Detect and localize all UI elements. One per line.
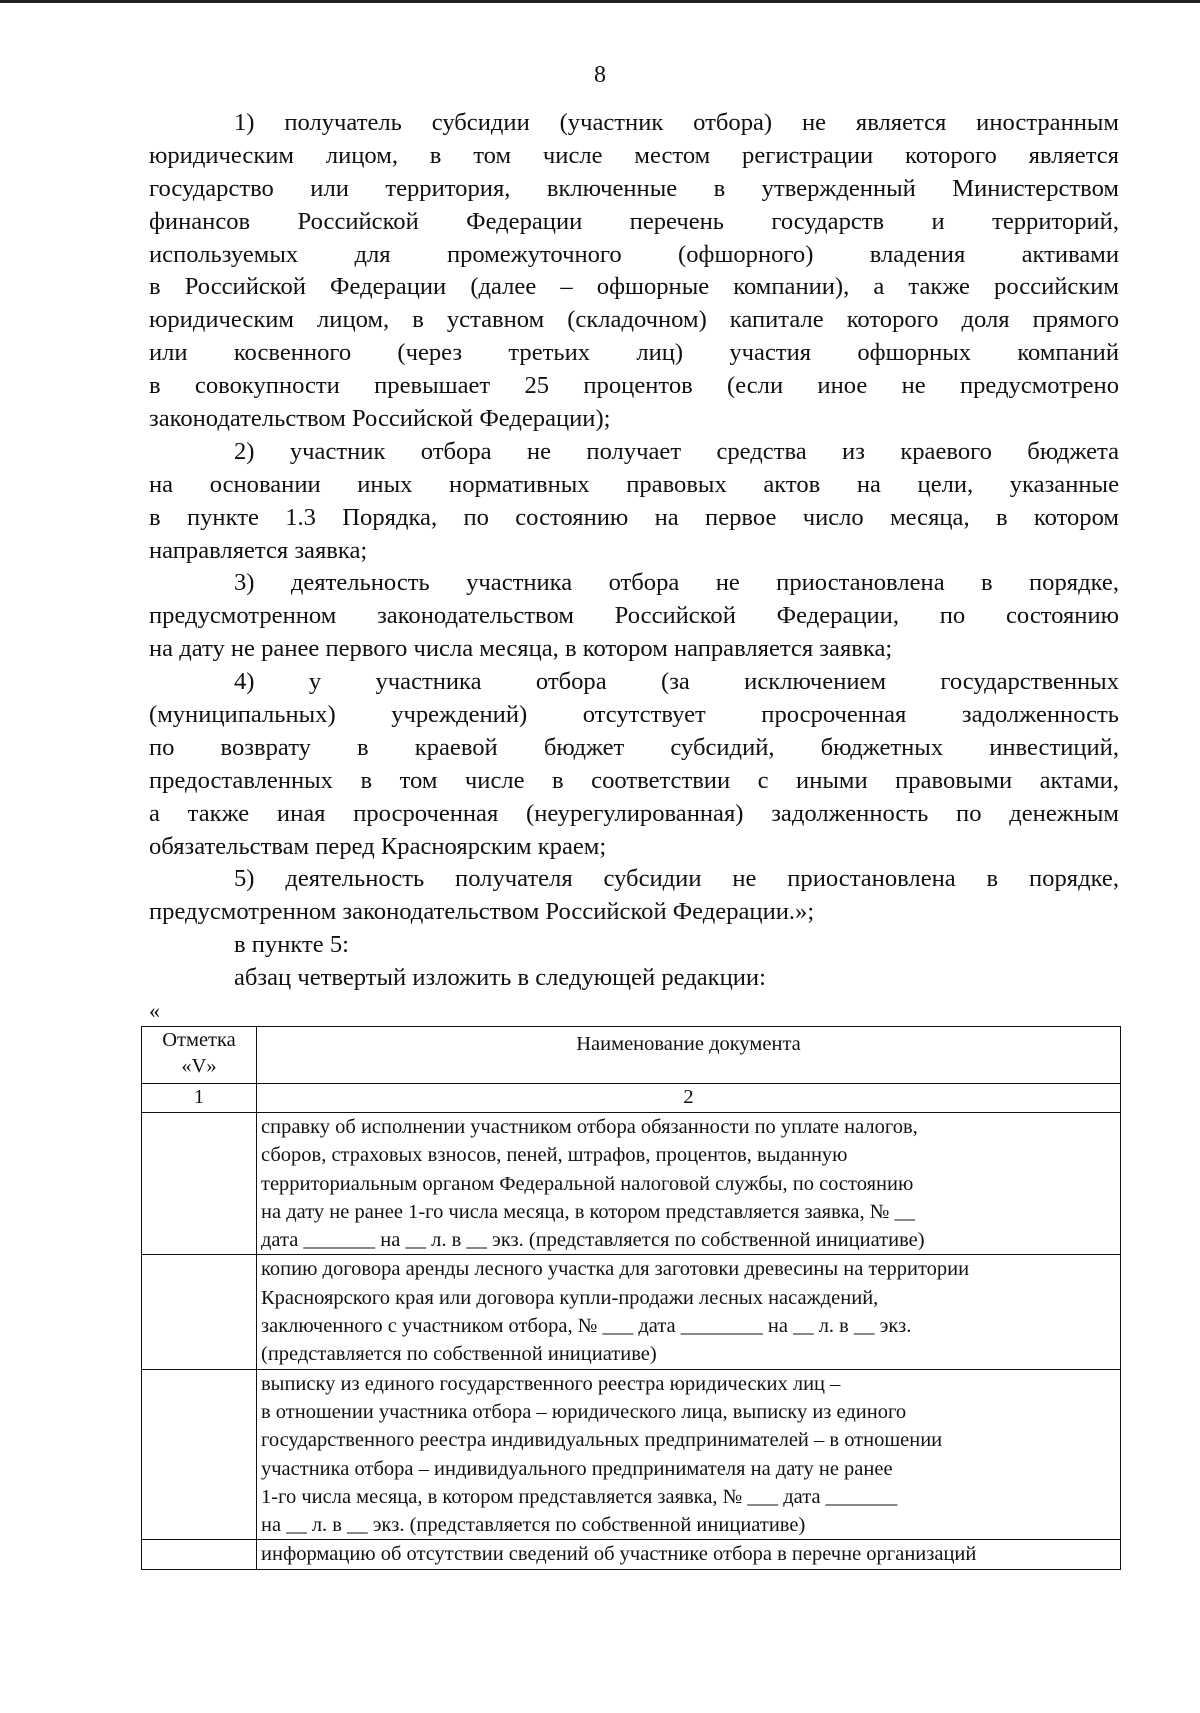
document-line: (представляется по собственной инициативе) <box>261 1343 657 1366</box>
body-text <box>149 107 1119 995</box>
document-cell <box>257 1540 1121 1569</box>
document-cell <box>257 1113 1121 1255</box>
table-row <box>142 1255 1121 1369</box>
document-line: Красноярского края или договора купли-продажи лесных насаждений, <box>261 1286 879 1309</box>
text-line: в пункте 5: <box>234 931 349 959</box>
document-line: сборов, страховых взносов, пеней, штрафов, процентов, выданную <box>261 1144 848 1167</box>
mark-cell[interactable] <box>142 1369 257 1540</box>
text-line: 5) деятельность получателя субсидии не приостановлена в порядке, <box>234 865 1119 893</box>
header-document-name: Наименование документа <box>257 1027 1121 1084</box>
text-line: абзац четвертый изложить в следующей редакции: <box>234 964 766 992</box>
document-line: территориальным органом Федеральной налоговой службы, по состоянию <box>261 1172 914 1195</box>
mark-cell[interactable] <box>142 1540 257 1569</box>
column-number-1: 1 <box>142 1084 257 1113</box>
text-line: предоставленных в том числе в соответствии с иными правовыми актами, <box>149 766 1119 794</box>
quote-open-mark: « <box>149 998 160 1023</box>
page-number: 8 <box>594 62 606 88</box>
document-line: информацию об отсутствии сведений об участнике отбора в перечне организаций <box>261 1543 977 1566</box>
documents-table <box>141 1026 1121 1570</box>
text-line: в Российской Федерации (далее – офшорные компании), а также российским <box>149 273 1119 301</box>
text-line: направляется заявка; <box>149 536 368 564</box>
text-line: или косвенного (через третьих лиц) участия офшорных компаний <box>149 339 1119 367</box>
text-line: предусмотренном законодательством Российской Федерации, по состоянию <box>149 602 1119 630</box>
document-line: копию договора аренды лесного участка для заготовки древесины на территории <box>261 1258 970 1281</box>
text-line: государство или территория, включенные в утвержденный Министерством <box>149 174 1119 202</box>
text-line: 3) деятельность участника отбора не приостановлена в порядке, <box>234 569 1119 597</box>
document-line: на __ л. в __ экз. (представляется по собственной инициативе) <box>261 1514 806 1537</box>
document-line: государственного реестра индивидуальных предпринимателей – в отношении <box>261 1429 943 1452</box>
text-line: в пункте 1.3 Порядка, по состоянию на первое число месяца, в котором <box>149 503 1119 531</box>
text-line: по возврату в краевой бюджет субсидий, бюджетных инвестиций, <box>149 733 1119 761</box>
text-line: юридическим лицом, в уставном (складочном) капитале которого доля прямого <box>149 306 1119 334</box>
mark-cell[interactable] <box>142 1113 257 1255</box>
text-line: в совокупности превышает 25 процентов (если иное не предусмотрено <box>149 372 1119 400</box>
table-row <box>142 1369 1121 1540</box>
header-mark: Отметка «V» <box>142 1027 257 1084</box>
document-line: справку об исполнении участником отбора обязанности по уплате налогов, <box>261 1116 918 1138</box>
document-line: на дату не ранее 1-го числа месяца, в котором представляется заявка, № __ <box>261 1200 915 1223</box>
table-header-row <box>142 1027 1121 1084</box>
text-line: на основании иных нормативных правовых актов на цели, указанные <box>149 470 1119 498</box>
table-row <box>142 1113 1121 1255</box>
text-line: 2) участник отбора не получает средства из краевого бюджета <box>234 437 1119 465</box>
text-line: обязательствам перед Красноярским краем; <box>149 832 607 860</box>
text-line: 1) получатель субсидии (участник отбора) не является иностранным <box>234 109 1119 136</box>
document-line: дата _______ на __ л. в __ экз. (представляется по собственной инициативе) <box>261 1229 925 1252</box>
text-line: юридическим лицом, в том числе местом регистрации которого является <box>149 141 1119 169</box>
table-row <box>142 1540 1121 1569</box>
text-line: 4) у участника отбора (за исключением государственных <box>234 668 1119 696</box>
text-line: финансов Российской Федерации перечень государств и территорий, <box>149 207 1119 235</box>
document-line: выписку из единого государственного реестра юридических лиц – <box>261 1372 841 1395</box>
table-number-row <box>142 1084 1121 1113</box>
document-line: заключенного с участником отбора, № ___ дата ________ на __ л. в __ экз. <box>261 1315 912 1338</box>
document-line: участника отбора – индивидуального предпринимателя на дату не ранее <box>261 1457 893 1480</box>
column-number-2: 2 <box>257 1084 1121 1113</box>
text-line: предусмотренном законодательством Российской Федерации.»; <box>149 898 815 926</box>
page-top-edge <box>0 0 1200 3</box>
document-line: 1-го числа месяца, в котором представляется заявка, № ___ дата _______ <box>261 1485 898 1508</box>
text-line: (муниципальных) учреждений) отсутствует просроченная задолженность <box>149 701 1119 729</box>
text-line: используемых для промежуточного (офшорного) владения активами <box>149 240 1119 268</box>
text-line: на дату не ранее первого числа месяца, в котором направляется заявка; <box>149 635 893 663</box>
document-cell <box>257 1369 1121 1540</box>
text-line: законодательством Российской Федерации); <box>149 405 611 433</box>
document-line: в отношении участника отбора – юридического лица, выписку из единого <box>261 1400 907 1423</box>
text-line: а также иная просроченная (неурегулированная) задолженность по денежным <box>149 799 1119 827</box>
document-cell <box>257 1255 1121 1369</box>
mark-cell[interactable] <box>142 1255 257 1369</box>
